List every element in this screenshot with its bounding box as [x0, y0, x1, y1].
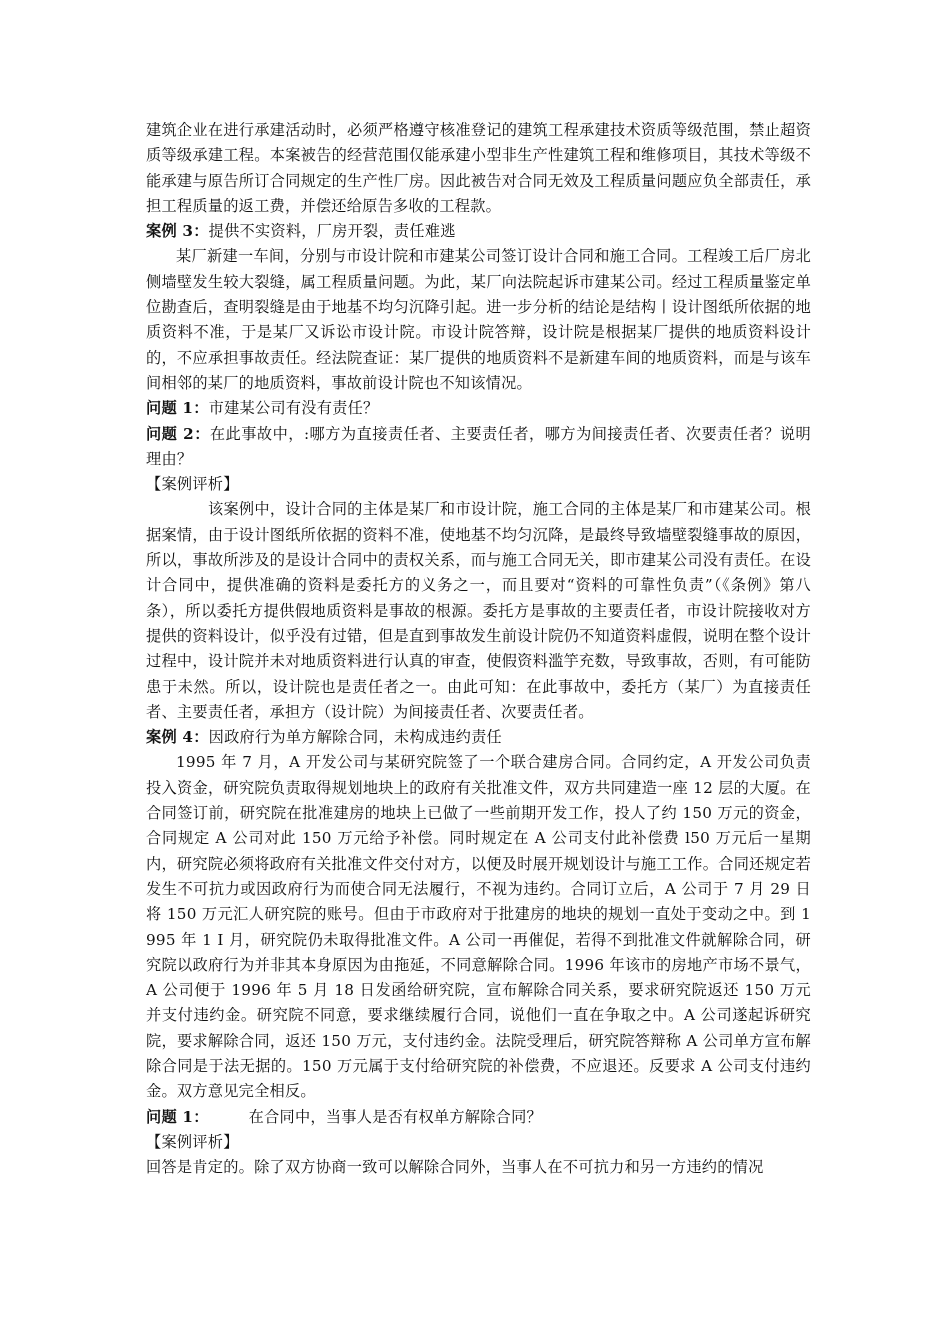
- case-4-label: 案例 4：: [146, 728, 209, 747]
- question-1-text: 市建某公司有没有责任？: [208, 399, 379, 418]
- case-4-heading: [146, 725, 811, 750]
- case-4-body: 1995 年 7 月，A 开发公司与某研究院签了一个联合建房合同。合同约定，A 开发公司负责投入资金，研究院负责取得规划地块上的政府有关批准文件，双方共同建造一座 12 层的大厦。在合同签订前，研究院在批准建房的地块上已做了一些前期开发工作，投人了约 150 万元的资金，合同规定 A 公司对此 150 万元给予补偿。同时规定在 A 公司支付此补偿费 l50 万元后一星期内，研究院必须将政府有关批准文件交付对方，以便及时展开规划设计与施工工作。合同还规定若发生不可抗力或因政府行为而使合同无法履行，不视为违约。合同订立后，A 公司于 7 月 29 日将 150 万元汇人研究院的账号。但由于市政府对于批建房的地块的规划一直处于变动之中。到 1995 年 1 I 月，研究院仍未取得批准文件。A 公司一再催促，若得不到批准文件就解除合同，研究院以政府行为并非其本身原因为由拖延，不同意解除合同。1996 年该市的房地产市场不景气，A 公司便于 1996 年 5 月 18 日发函给研究院，宣布解除合同关系，要求研究院返还 150 万元并支付违约金。研究院不同意，要求继续履行合同，说他们一直在争取之中。A 公司遂起诉研究院，要求解除合同，返还 150 万元，支付违约金。法院受理后，研究院答辩称 A 公司单方宣布解除合同是于法无据的。150 万元属于支付给研究院的补偿费，不应退还。反要求 A 公司支付违约金。双方意见完全相反。: [146, 753, 811, 1101]
- question-1-label: 问题 1：: [146, 399, 209, 418]
- document-page: [146, 118, 811, 1180]
- case-4-question-1: [146, 1105, 811, 1130]
- case-3-title: 提供不实资料，厂房开裂，责任难逃: [208, 222, 456, 241]
- case-4-question-1-text: 在合同中，当事人是否有权单方解除合同？: [248, 1107, 542, 1126]
- case-3-body: 某厂新建一车间，分别与市设计院和市建某公司签订设计合同和施工合同。工程竣工后厂房北侧墙壁发生较大裂缝，属工程质量问题。为此，某厂向法院起诉市建某公司。经过工程质量鉴定单位勘查后，查明裂缝是由于地基不均匀沉降引起。进一步分析的结论是结构丨设计图纸所依据的地质资料不准，于是某厂又诉讼市设计院。市设计院答辩，设计院是根据某厂提供的地质资料设计的，不应承担事故责任。经法院查证：某厂提供的地质资料不是新建车间的地质资料，而是与该车间相邻的某厂的地质资料，事故前设计院也不知该情况。: [146, 247, 811, 392]
- case-3-analysis-body: 该案例中，设计合同的主体是某厂和市设计院，施工合同的主体是某厂和市建某公司。根据案情，由于设计图纸所依据的资料不准，使地基不均匀沉降，是最终导致墙壁裂缝事故的原因，所以，事故所涉及的是设计合同中的责权关系，而与施工合同无关，即市建某公司没有责任。在设计合同中，提供准确的资料是委托方的义务之一，而且要对“资料的可靠性负责”（《条例》第八条），所以委托方提供假地质资料是事故的根源。委托方是事故的主要责任者，市设计院接收对方提供的资料设计，似乎没有过错，但是直到事故发生前设计院仍不知道资料虚假，说明在整个设计过程中，设计院并未对地质资料进行认真的审查，使假资料滥竽充数，导致事故，否则，有可能防患于未然。所以，设计院也是责任者之一。由此可知：在此事故中，委托方（某厂）为直接责任者、主要责任者，承担方（设计院）为间接责任者、次要责任者。: [146, 500, 811, 721]
- question-1: [146, 396, 811, 421]
- question-2: [146, 422, 811, 473]
- case-4-analysis-body: 回答是肯定的。除了双方协商一致可以解除合同外，当事人在不可抗力和另一方违约的情况: [146, 1158, 764, 1177]
- paragraph-contract-qualification: 建筑企业在进行承建活动时，必须严格遵守核准登记的建筑工程承建技术资质等级范围，禁止超资质等级承建工程。本案被告的经营范围仅能承建小型非生产性建筑工程和维修项目，其技术等级不能承建与原告所订合同规定的生产性厂房。因此被告对合同无效及工程质量问题应负全部责任，承担工程质量的返工费，并偿还给原告多收的工程款。: [146, 121, 811, 215]
- case-4-question-1-label: 问题 1：: [146, 1107, 209, 1126]
- case-analysis-heading-1: 【案例评析】: [146, 475, 239, 494]
- case-4-title: 因政府行为单方解除合同，未构成违约责任: [208, 728, 502, 747]
- case-3-label: 案例 3：: [146, 222, 209, 241]
- question-2-label: 问题 2：: [146, 424, 210, 443]
- question-2-text: 在此事故中，:哪方为直接责任者、主要责任者，哪方为间接责任者、次要责任者？说明理由？: [146, 424, 811, 468]
- case-analysis-heading-2: 【案例评析】: [146, 1132, 239, 1151]
- case-3-heading: [146, 219, 811, 244]
